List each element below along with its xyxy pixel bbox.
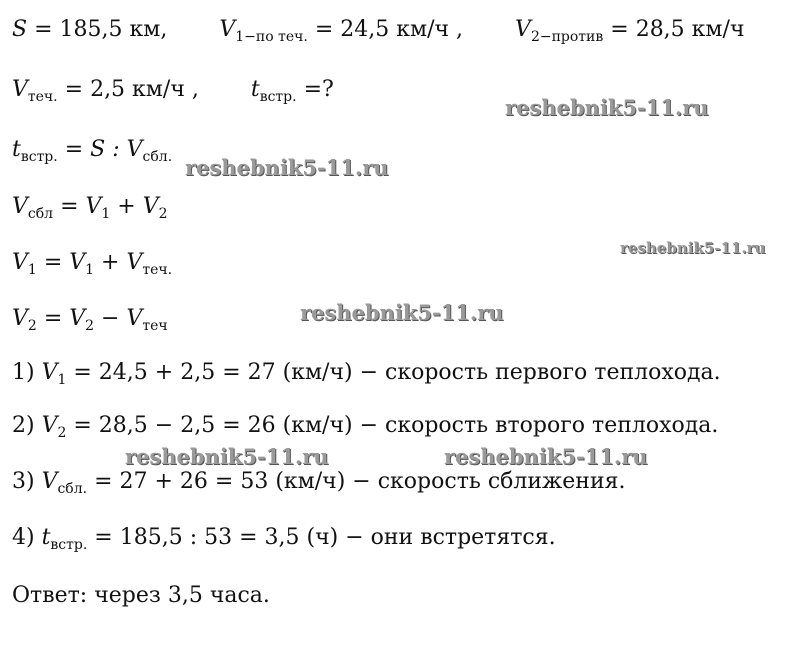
given-line-1 [12, 16, 745, 44]
var-v1: V [219, 17, 236, 42]
formula-v1-lhs: V [12, 250, 28, 275]
sub-tmeet: встр. [259, 89, 297, 105]
sub-v2: 2−против [530, 29, 604, 45]
step-1-number: 1) [12, 360, 42, 385]
formula-time-mid: = S : V [64, 137, 143, 162]
step-4-sub: встр. [50, 537, 88, 553]
var-v2: V [515, 17, 531, 42]
formula-closing-rhs: = V [60, 194, 102, 219]
formula-time-lhs: t [12, 137, 21, 162]
var-vflow: V [12, 77, 28, 102]
value-v2: = 28,5 км/ч [610, 17, 745, 42]
sub-vflow: теч. [27, 89, 58, 105]
step-4 [12, 524, 556, 552]
watermark: reshebnik5-11.ru [444, 444, 648, 469]
formula-v1-rhs-sub1: 1 [85, 262, 95, 278]
watermark: reshebnik5-11.ru [300, 300, 504, 325]
step-2-text: = 28,5 − 2,5 = 26 (км/ч) − скорость второго теплохода. [66, 413, 719, 438]
formula-time-lhs-sub: встр. [20, 149, 58, 165]
step-2-sub: 2 [57, 425, 67, 441]
step-3-var: V [41, 469, 58, 494]
formula-v1-plus: + V [94, 250, 143, 275]
step-1-text: = 24,5 + 2,5 = 27 (км/ч) − скорость первого теплохода. [66, 360, 721, 385]
formula-v2-rhs-sub2: теч [142, 318, 168, 334]
var-tmeet: t [250, 77, 260, 102]
formula-v2-lhs-sub: 2 [27, 318, 37, 334]
formula-v1-rhs-sub2: теч. [142, 262, 173, 278]
formula-closing-lhs: V [12, 194, 28, 219]
formula-closing-rhs-sub2: 2 [158, 206, 168, 222]
step-3 [12, 468, 626, 496]
step-4-text: = 185,5 : 53 = 3,5 (ч) − они встретятся. [87, 525, 556, 550]
formula-v2 [12, 305, 168, 333]
formula-v2-minus: − V [94, 306, 143, 331]
step-4-number: 4) [12, 525, 42, 550]
given-line-2 [12, 76, 334, 104]
watermark: reshebnik5-11.ru [505, 95, 709, 120]
step-3-sub: сбл. [57, 481, 88, 497]
value-s: = 185,5 км, [34, 17, 168, 42]
formula-closing-lhs-sub: сбл [27, 206, 54, 222]
answer: Ответ: через 3,5 часа. [12, 583, 270, 608]
value-v1: = 24,5 км/ч , [314, 17, 464, 42]
watermark: reshebnik5-11.ru [185, 155, 389, 180]
step-2 [12, 412, 718, 440]
step-3-text: = 27 + 26 = 53 (км/ч) − скорость сближения. [87, 469, 626, 494]
formula-v2-rhs-sub1: 2 [85, 318, 95, 334]
formula-v1 [12, 249, 172, 277]
formula-closing-speed [12, 193, 168, 221]
formula-time [12, 136, 172, 164]
formula-v2-rhs: = V [43, 306, 86, 331]
step-4-var: t [41, 525, 51, 550]
value-vflow: = 2,5 км/ч , [64, 77, 199, 102]
step-1-var: V [41, 360, 58, 385]
sub-v1: 1−по теч. [235, 29, 308, 45]
value-tmeet: =? [303, 77, 334, 102]
step-3-number: 3) [12, 469, 42, 494]
formula-v1-lhs-sub: 1 [27, 262, 37, 278]
var-s: S [12, 17, 28, 42]
formula-closing-plus: + V [110, 194, 159, 219]
watermark: reshebnik5-11.ru [125, 444, 329, 469]
step-2-var: V [41, 413, 58, 438]
watermark: reshebnik5-11.ru [620, 239, 766, 257]
step-1-sub: 1 [57, 372, 67, 388]
step-2-number: 2) [12, 413, 42, 438]
formula-v1-rhs: = V [43, 250, 86, 275]
formula-closing-rhs-sub1: 1 [101, 206, 111, 222]
formula-v2-lhs: V [12, 306, 28, 331]
formula-time-mid-sub: сбл. [142, 149, 173, 165]
step-1 [12, 359, 721, 387]
